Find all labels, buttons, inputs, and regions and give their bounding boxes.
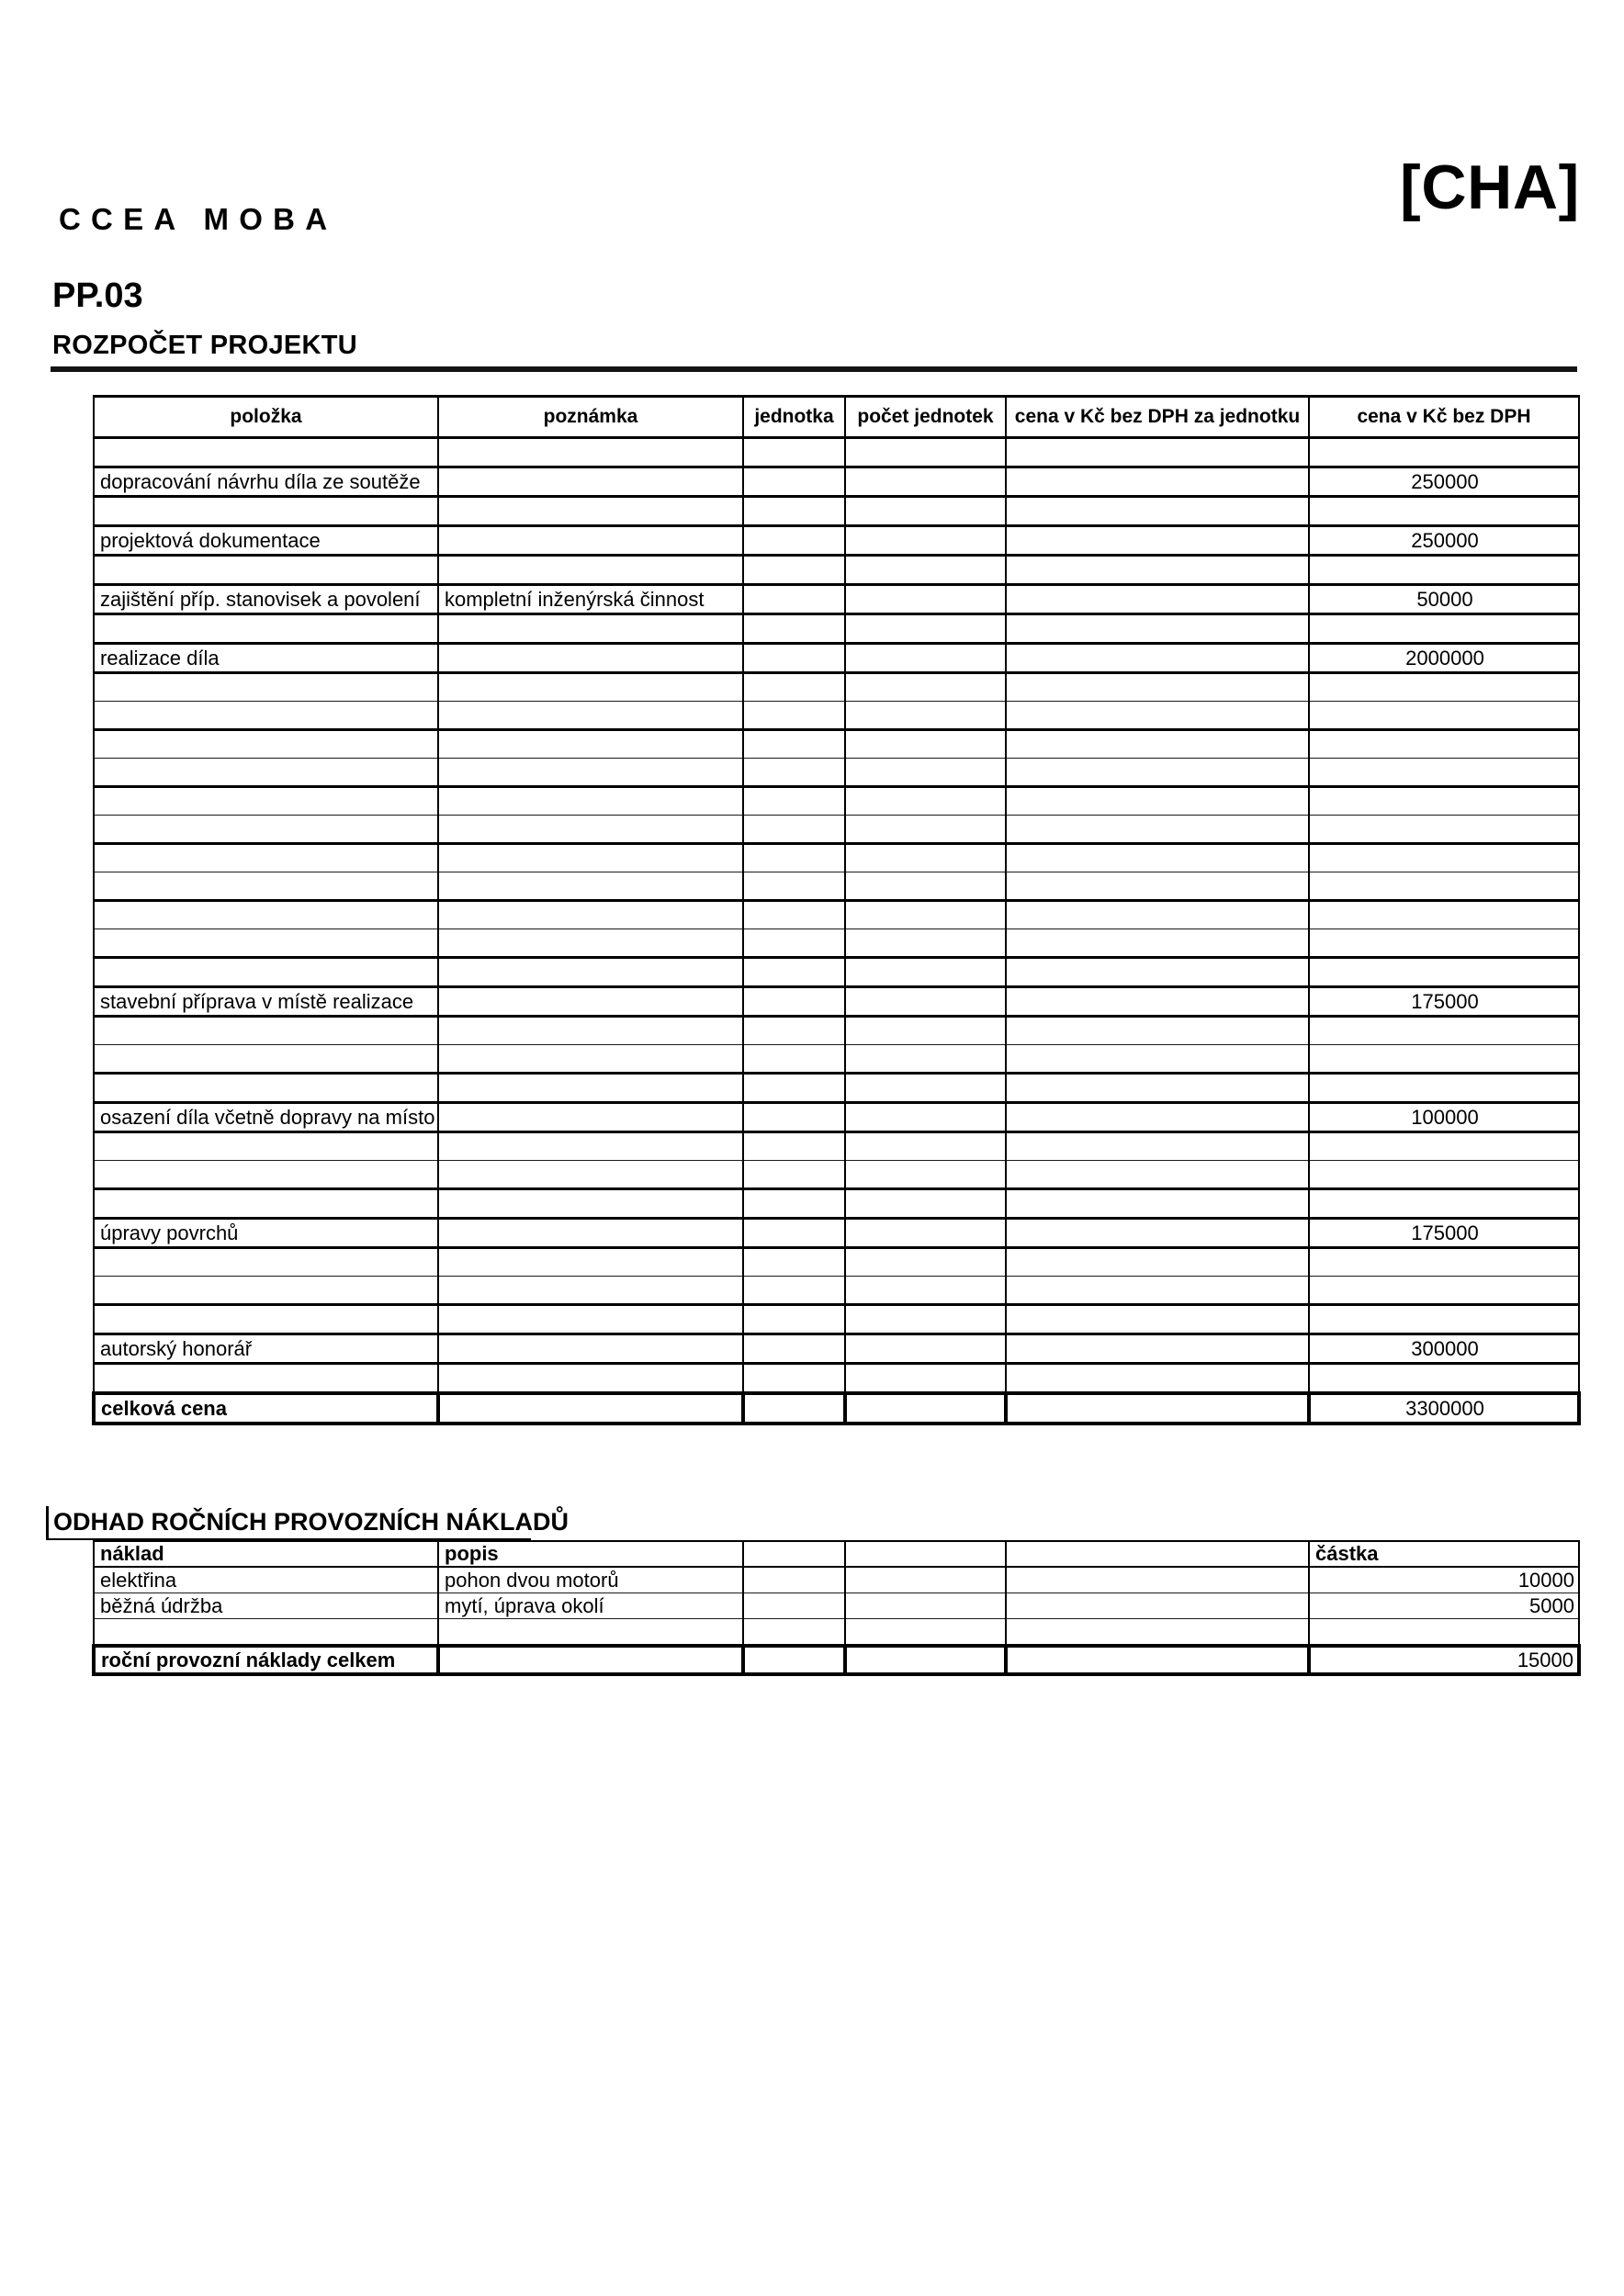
budget-cell-pocet-jednotek xyxy=(845,644,1006,673)
budget-cell-pocet-jednotek xyxy=(845,673,1006,702)
budget-cell-polozka: úpravy povrchů xyxy=(94,1219,438,1248)
budget-cell-pocet-jednotek xyxy=(845,526,1006,556)
budget-cell-cena xyxy=(1309,1277,1579,1305)
budget-cell-jednotka xyxy=(743,1189,845,1219)
budget-cell-poznamka xyxy=(438,1334,743,1364)
budget-cell-jednotka xyxy=(743,526,845,556)
budget-cell-pocet-jednotek xyxy=(845,467,1006,497)
budget-cell-polozka: autorský honorář xyxy=(94,1334,438,1364)
budget-cell-cena-za-jednotku xyxy=(1006,958,1309,987)
budget-empty-row xyxy=(94,901,1579,929)
budget-col-header-pocet-jednotek: počet jednotek xyxy=(845,397,1006,438)
budget-empty-row xyxy=(94,1045,1579,1074)
budget-empty-row xyxy=(94,1248,1579,1277)
operating-cell-cena-za-jednotku xyxy=(1006,1593,1309,1619)
budget-cell-cena xyxy=(1309,497,1579,526)
budget-cell-polozka: celková cena xyxy=(94,1393,438,1424)
operating-empty-row xyxy=(94,1619,1579,1647)
budget-cell-cena-za-jednotku xyxy=(1006,673,1309,702)
budget-empty-row xyxy=(94,1074,1579,1103)
operating-cell-cena: 5000 xyxy=(1309,1593,1579,1619)
budget-cell-pocet-jednotek xyxy=(845,1074,1006,1103)
budget-cell-cena-za-jednotku xyxy=(1006,1161,1309,1189)
budget-cell-polozka: zajištění příp. stanovisek a povolení xyxy=(94,585,438,614)
budget-cell-polozka xyxy=(94,787,438,816)
budget-cell-poznamka xyxy=(438,614,743,644)
budget-cell-jednotka xyxy=(743,1219,845,1248)
operating-cell-pocet-jednotek xyxy=(845,1646,1006,1674)
operating-cell-polozka: roční provozní náklady celkem xyxy=(94,1646,438,1674)
budget-cell-cena-za-jednotku xyxy=(1006,1334,1309,1364)
budget-cell-pocet-jednotek xyxy=(845,1305,1006,1334)
budget-empty-row xyxy=(94,787,1579,816)
operating-cell-cena: 10000 xyxy=(1309,1567,1579,1593)
budget-cell-poznamka xyxy=(438,1132,743,1161)
budget-item-row xyxy=(94,585,1579,614)
budget-cell-jednotka xyxy=(743,1248,845,1277)
budget-cell-polozka xyxy=(94,1132,438,1161)
budget-cell-poznamka xyxy=(438,497,743,526)
budget-cell-cena-za-jednotku xyxy=(1006,556,1309,585)
budget-cell-cena: 50000 xyxy=(1309,585,1579,614)
budget-cell-pocet-jednotek xyxy=(845,1334,1006,1364)
budget-total-row xyxy=(94,1393,1579,1424)
budget-cell-cena-za-jednotku xyxy=(1006,844,1309,872)
budget-cell-cena xyxy=(1309,958,1579,987)
operating-costs-title: ODHAD ROČNÍCH PROVOZNÍCH NÁKLADŮ xyxy=(46,1506,531,1540)
budget-item-row xyxy=(94,1219,1579,1248)
budget-cell-polozka xyxy=(94,1161,438,1189)
budget-cell-pocet-jednotek xyxy=(845,1248,1006,1277)
budget-cell-jednotka xyxy=(743,901,845,929)
budget-cell-polozka xyxy=(94,844,438,872)
budget-cell-pocet-jednotek xyxy=(845,872,1006,901)
budget-cell-poznamka xyxy=(438,1393,743,1424)
budget-cell-poznamka xyxy=(438,1103,743,1132)
budget-cell-poznamka xyxy=(438,1045,743,1074)
budget-cell-poznamka xyxy=(438,526,743,556)
budget-cell-cena-za-jednotku xyxy=(1006,438,1309,467)
budget-cell-cena: 250000 xyxy=(1309,526,1579,556)
budget-cell-cena: 100000 xyxy=(1309,1103,1579,1132)
budget-cell-polozka xyxy=(94,1364,438,1394)
budget-cell-pocet-jednotek xyxy=(845,497,1006,526)
budget-cell-poznamka xyxy=(438,644,743,673)
budget-cell-cena xyxy=(1309,1074,1579,1103)
budget-cell-poznamka xyxy=(438,730,743,759)
budget-cell-poznamka: kompletní inženýrská činnost xyxy=(438,585,743,614)
op-col-header-naklad: náklad xyxy=(94,1541,438,1567)
budget-cell-cena: 3300000 xyxy=(1309,1393,1579,1424)
budget-item-row xyxy=(94,467,1579,497)
budget-cell-jednotka xyxy=(743,816,845,844)
budget-cell-cena-za-jednotku xyxy=(1006,1364,1309,1394)
budget-cell-poznamka xyxy=(438,673,743,702)
budget-cell-jednotka xyxy=(743,673,845,702)
budget-cell-cena xyxy=(1309,1132,1579,1161)
budget-cell-polozka: realizace díla xyxy=(94,644,438,673)
budget-cell-cena-za-jednotku xyxy=(1006,1277,1309,1305)
budget-cell-cena-za-jednotku xyxy=(1006,759,1309,787)
budget-cell-jednotka xyxy=(743,1364,845,1394)
budget-cell-poznamka xyxy=(438,759,743,787)
operating-cell-pocet-jednotek xyxy=(845,1567,1006,1593)
op-col-header-castka: částka xyxy=(1309,1541,1579,1567)
budget-cell-cena-za-jednotku xyxy=(1006,1132,1309,1161)
operating-cell-jednotka xyxy=(743,1619,845,1647)
budget-cell-cena xyxy=(1309,556,1579,585)
budget-cell-pocet-jednotek xyxy=(845,1132,1006,1161)
document-code: PP.03 xyxy=(52,276,143,315)
budget-cell-cena-za-jednotku xyxy=(1006,787,1309,816)
budget-cell-pocet-jednotek xyxy=(845,929,1006,958)
budget-cell-cena xyxy=(1309,614,1579,644)
budget-cell-cena xyxy=(1309,1161,1579,1189)
budget-cell-polozka xyxy=(94,872,438,901)
budget-empty-row xyxy=(94,673,1579,702)
budget-cell-poznamka xyxy=(438,556,743,585)
budget-cell-cena-za-jednotku xyxy=(1006,730,1309,759)
budget-empty-row xyxy=(94,1364,1579,1394)
budget-cell-polozka xyxy=(94,1074,438,1103)
budget-cell-cena xyxy=(1309,929,1579,958)
budget-cell-cena-za-jednotku xyxy=(1006,526,1309,556)
budget-item-row xyxy=(94,526,1579,556)
budget-empty-row xyxy=(94,1132,1579,1161)
budget-col-header-jednotka: jednotka xyxy=(743,397,845,438)
budget-cell-pocet-jednotek xyxy=(845,901,1006,929)
operating-cell-polozka xyxy=(94,1619,438,1647)
operating-cell-jednotka xyxy=(743,1646,845,1674)
budget-cell-polozka xyxy=(94,556,438,585)
budget-cell-cena xyxy=(1309,759,1579,787)
budget-cell-pocet-jednotek xyxy=(845,730,1006,759)
budget-cell-poznamka xyxy=(438,929,743,958)
budget-cell-jednotka xyxy=(743,702,845,730)
budget-cell-cena xyxy=(1309,702,1579,730)
budget-cell-polozka xyxy=(94,816,438,844)
budget-cell-poznamka xyxy=(438,844,743,872)
budget-cell-jednotka xyxy=(743,1334,845,1364)
budget-cell-jednotka xyxy=(743,844,845,872)
budget-cell-pocet-jednotek xyxy=(845,958,1006,987)
budget-cell-poznamka xyxy=(438,1248,743,1277)
budget-cell-cena xyxy=(1309,1017,1579,1045)
budget-cell-cena-za-jednotku xyxy=(1006,1074,1309,1103)
budget-item-row xyxy=(94,644,1579,673)
budget-cell-jednotka xyxy=(743,958,845,987)
budget-cell-cena-za-jednotku xyxy=(1006,467,1309,497)
budget-cell-polozka xyxy=(94,438,438,467)
budget-cell-cena xyxy=(1309,1189,1579,1219)
budget-cell-cena xyxy=(1309,901,1579,929)
budget-cell-cena xyxy=(1309,1045,1579,1074)
budget-cell-cena xyxy=(1309,787,1579,816)
budget-cell-poznamka xyxy=(438,467,743,497)
budget-cell-jednotka xyxy=(743,438,845,467)
budget-cell-jednotka xyxy=(743,585,845,614)
budget-cell-cena: 2000000 xyxy=(1309,644,1579,673)
budget-cell-pocet-jednotek xyxy=(845,702,1006,730)
budget-cell-poznamka xyxy=(438,1364,743,1394)
budget-cell-jednotka xyxy=(743,1161,845,1189)
budget-cell-pocet-jednotek xyxy=(845,1277,1006,1305)
budget-cell-jednotka xyxy=(743,1045,845,1074)
op-col-header-empty-3 xyxy=(1006,1541,1309,1567)
budget-cell-poznamka xyxy=(438,958,743,987)
budget-cell-poznamka xyxy=(438,987,743,1017)
budget-cell-poznamka xyxy=(438,787,743,816)
budget-cell-polozka xyxy=(94,901,438,929)
budget-cell-jednotka xyxy=(743,556,845,585)
budget-empty-row xyxy=(94,816,1579,844)
budget-cell-cena-za-jednotku xyxy=(1006,614,1309,644)
budget-cell-cena xyxy=(1309,844,1579,872)
op-col-header-empty-2 xyxy=(845,1541,1006,1567)
budget-empty-row xyxy=(94,1277,1579,1305)
budget-empty-row xyxy=(94,929,1579,958)
budget-cell-polozka xyxy=(94,1277,438,1305)
operating-cell-pocet-jednotek xyxy=(845,1593,1006,1619)
budget-empty-row xyxy=(94,438,1579,467)
budget-empty-row xyxy=(94,1017,1579,1045)
budget-cell-polozka xyxy=(94,614,438,644)
budget-cell-cena: 250000 xyxy=(1309,467,1579,497)
budget-cell-polozka xyxy=(94,730,438,759)
budget-item-row xyxy=(94,987,1579,1017)
budget-cell-poznamka xyxy=(438,1161,743,1189)
operating-cell-poznamka xyxy=(438,1646,743,1674)
budget-cell-polozka: projektová dokumentace xyxy=(94,526,438,556)
budget-cell-pocet-jednotek xyxy=(845,1161,1006,1189)
budget-cell-polozka xyxy=(94,1045,438,1074)
operating-item-row xyxy=(94,1567,1579,1593)
budget-cell-pocet-jednotek xyxy=(845,816,1006,844)
operating-cell-pocet-jednotek xyxy=(845,1619,1006,1647)
budget-cell-jednotka xyxy=(743,1277,845,1305)
budget-cell-cena-za-jednotku xyxy=(1006,1045,1309,1074)
budget-cell-cena-za-jednotku xyxy=(1006,702,1309,730)
title-rule xyxy=(51,366,1577,372)
budget-cell-pocet-jednotek xyxy=(845,759,1006,787)
budget-empty-row xyxy=(94,702,1579,730)
budget-cell-cena-za-jednotku xyxy=(1006,1305,1309,1334)
budget-empty-row xyxy=(94,614,1579,644)
budget-empty-row xyxy=(94,497,1579,526)
budget-cell-pocet-jednotek xyxy=(845,556,1006,585)
budget-table xyxy=(92,395,1581,1425)
operating-cell-cena xyxy=(1309,1619,1579,1647)
budget-empty-row xyxy=(94,759,1579,787)
budget-cell-polozka xyxy=(94,958,438,987)
budget-cell-cena-za-jednotku xyxy=(1006,1017,1309,1045)
budget-cell-polozka: osazení díla včetně dopravy na místo xyxy=(94,1103,438,1132)
budget-empty-row xyxy=(94,1305,1579,1334)
budget-cell-pocet-jednotek xyxy=(845,844,1006,872)
operating-costs-table xyxy=(92,1540,1581,1676)
budget-empty-row xyxy=(94,958,1579,987)
op-col-header-empty-1 xyxy=(743,1541,845,1567)
budget-cell-pocet-jednotek xyxy=(845,438,1006,467)
operating-cell-polozka: běžná údržba xyxy=(94,1593,438,1619)
brand-mark: [CHA] xyxy=(1400,152,1581,222)
budget-cell-jednotka xyxy=(743,644,845,673)
budget-cell-poznamka xyxy=(438,872,743,901)
budget-cell-pocet-jednotek xyxy=(845,1017,1006,1045)
budget-cell-cena xyxy=(1309,438,1579,467)
budget-cell-cena-za-jednotku xyxy=(1006,816,1309,844)
budget-cell-pocet-jednotek xyxy=(845,1045,1006,1074)
budget-cell-jednotka xyxy=(743,614,845,644)
budget-cell-poznamka xyxy=(438,901,743,929)
budget-item-row xyxy=(94,1103,1579,1132)
budget-cell-jednotka xyxy=(743,1305,845,1334)
budget-cell-poznamka xyxy=(438,1017,743,1045)
budget-empty-row xyxy=(94,844,1579,872)
budget-cell-polozka xyxy=(94,1189,438,1219)
budget-cell-polozka xyxy=(94,702,438,730)
budget-cell-poznamka xyxy=(438,1277,743,1305)
budget-cell-pocet-jednotek xyxy=(845,787,1006,816)
budget-cell-cena: 175000 xyxy=(1309,987,1579,1017)
operating-cell-cena-za-jednotku xyxy=(1006,1619,1309,1647)
budget-cell-jednotka xyxy=(743,787,845,816)
budget-cell-cena: 300000 xyxy=(1309,1334,1579,1364)
op-col-header-popis: popis xyxy=(438,1541,743,1567)
budget-cell-polozka xyxy=(94,1248,438,1277)
operating-total-row xyxy=(94,1646,1579,1674)
budget-empty-row xyxy=(94,1189,1579,1219)
budget-cell-jednotka xyxy=(743,759,845,787)
budget-cell-poznamka xyxy=(438,816,743,844)
budget-empty-row xyxy=(94,1161,1579,1189)
budget-cell-pocet-jednotek xyxy=(845,987,1006,1017)
budget-cell-cena-za-jednotku xyxy=(1006,1393,1309,1424)
budget-cell-cena xyxy=(1309,730,1579,759)
budget-cell-cena xyxy=(1309,872,1579,901)
operating-cell-jednotka xyxy=(743,1567,845,1593)
budget-cell-pocet-jednotek xyxy=(845,614,1006,644)
operating-cell-polozka: elektřina xyxy=(94,1567,438,1593)
budget-cell-poznamka xyxy=(438,1189,743,1219)
budget-cell-polozka xyxy=(94,929,438,958)
budget-col-header-poznamka: poznámka xyxy=(438,397,743,438)
budget-cell-cena xyxy=(1309,1364,1579,1394)
budget-cell-cena-za-jednotku xyxy=(1006,585,1309,614)
budget-empty-row xyxy=(94,730,1579,759)
budget-cell-pocet-jednotek xyxy=(845,1103,1006,1132)
budget-cell-jednotka xyxy=(743,497,845,526)
operating-item-row xyxy=(94,1593,1579,1619)
budget-cell-poznamka xyxy=(438,438,743,467)
operating-cell-cena-za-jednotku xyxy=(1006,1567,1309,1593)
budget-item-row xyxy=(94,1334,1579,1364)
budget-cell-pocet-jednotek xyxy=(845,1393,1006,1424)
budget-empty-row xyxy=(94,872,1579,901)
budget-cell-pocet-jednotek xyxy=(845,1189,1006,1219)
budget-cell-poznamka xyxy=(438,702,743,730)
operating-cell-poznamka: mytí, úprava okolí xyxy=(438,1593,743,1619)
budget-col-header-cena-bez-dph: cena v Kč bez DPH xyxy=(1309,397,1579,438)
budget-cell-poznamka xyxy=(438,1219,743,1248)
operating-cell-jednotka xyxy=(743,1593,845,1619)
budget-cell-polozka: stavební příprava v místě realizace xyxy=(94,987,438,1017)
budget-cell-polozka xyxy=(94,1017,438,1045)
budget-cell-cena xyxy=(1309,1305,1579,1334)
budget-cell-pocet-jednotek xyxy=(845,1219,1006,1248)
operating-cell-cena-za-jednotku xyxy=(1006,1646,1309,1674)
budget-cell-cena-za-jednotku xyxy=(1006,1248,1309,1277)
budget-cell-polozka: dopracování návrhu díla ze soutěže xyxy=(94,467,438,497)
budget-cell-jednotka xyxy=(743,1132,845,1161)
operating-cell-cena: 15000 xyxy=(1309,1646,1579,1674)
budget-cell-jednotka xyxy=(743,987,845,1017)
budget-cell-pocet-jednotek xyxy=(845,585,1006,614)
budget-cell-cena-za-jednotku xyxy=(1006,644,1309,673)
budget-cell-poznamka xyxy=(438,1074,743,1103)
budget-cell-polozka xyxy=(94,497,438,526)
budget-cell-jednotka xyxy=(743,1074,845,1103)
budget-cell-jednotka xyxy=(743,1393,845,1424)
budget-cell-pocet-jednotek xyxy=(845,1364,1006,1394)
company-logo: CCEA MOBA xyxy=(59,202,338,236)
budget-cell-cena xyxy=(1309,1248,1579,1277)
budget-cell-cena-za-jednotku xyxy=(1006,901,1309,929)
budget-cell-poznamka xyxy=(438,1305,743,1334)
budget-cell-cena xyxy=(1309,816,1579,844)
budget-cell-jednotka xyxy=(743,929,845,958)
budget-cell-polozka xyxy=(94,1305,438,1334)
budget-cell-cena-za-jednotku xyxy=(1006,1189,1309,1219)
operating-cell-poznamka xyxy=(438,1619,743,1647)
budget-cell-cena xyxy=(1309,673,1579,702)
budget-cell-polozka xyxy=(94,759,438,787)
budget-col-header-cena-za-jednotku: cena v Kč bez DPH za jednotku xyxy=(1006,397,1309,438)
budget-empty-row xyxy=(94,556,1579,585)
budget-cell-cena-za-jednotku xyxy=(1006,1219,1309,1248)
operating-table-body xyxy=(94,1567,1579,1674)
budget-cell-cena-za-jednotku xyxy=(1006,872,1309,901)
budget-cell-cena: 175000 xyxy=(1309,1219,1579,1248)
budget-cell-cena-za-jednotku xyxy=(1006,1103,1309,1132)
budget-cell-jednotka xyxy=(743,467,845,497)
budget-table-body xyxy=(94,438,1579,1424)
budget-cell-cena-za-jednotku xyxy=(1006,929,1309,958)
budget-header-row xyxy=(94,397,1579,438)
budget-cell-cena-za-jednotku xyxy=(1006,987,1309,1017)
budget-cell-jednotka xyxy=(743,1103,845,1132)
budget-cell-polozka xyxy=(94,673,438,702)
budget-col-header-polozka: položka xyxy=(94,397,438,438)
budget-cell-jednotka xyxy=(743,730,845,759)
operating-header-row xyxy=(94,1541,1579,1567)
budget-cell-jednotka xyxy=(743,1017,845,1045)
budget-cell-jednotka xyxy=(743,872,845,901)
budget-cell-cena-za-jednotku xyxy=(1006,497,1309,526)
page-title: ROZPOČET PROJEKTU xyxy=(52,331,358,360)
operating-cell-poznamka: pohon dvou motorů xyxy=(438,1567,743,1593)
